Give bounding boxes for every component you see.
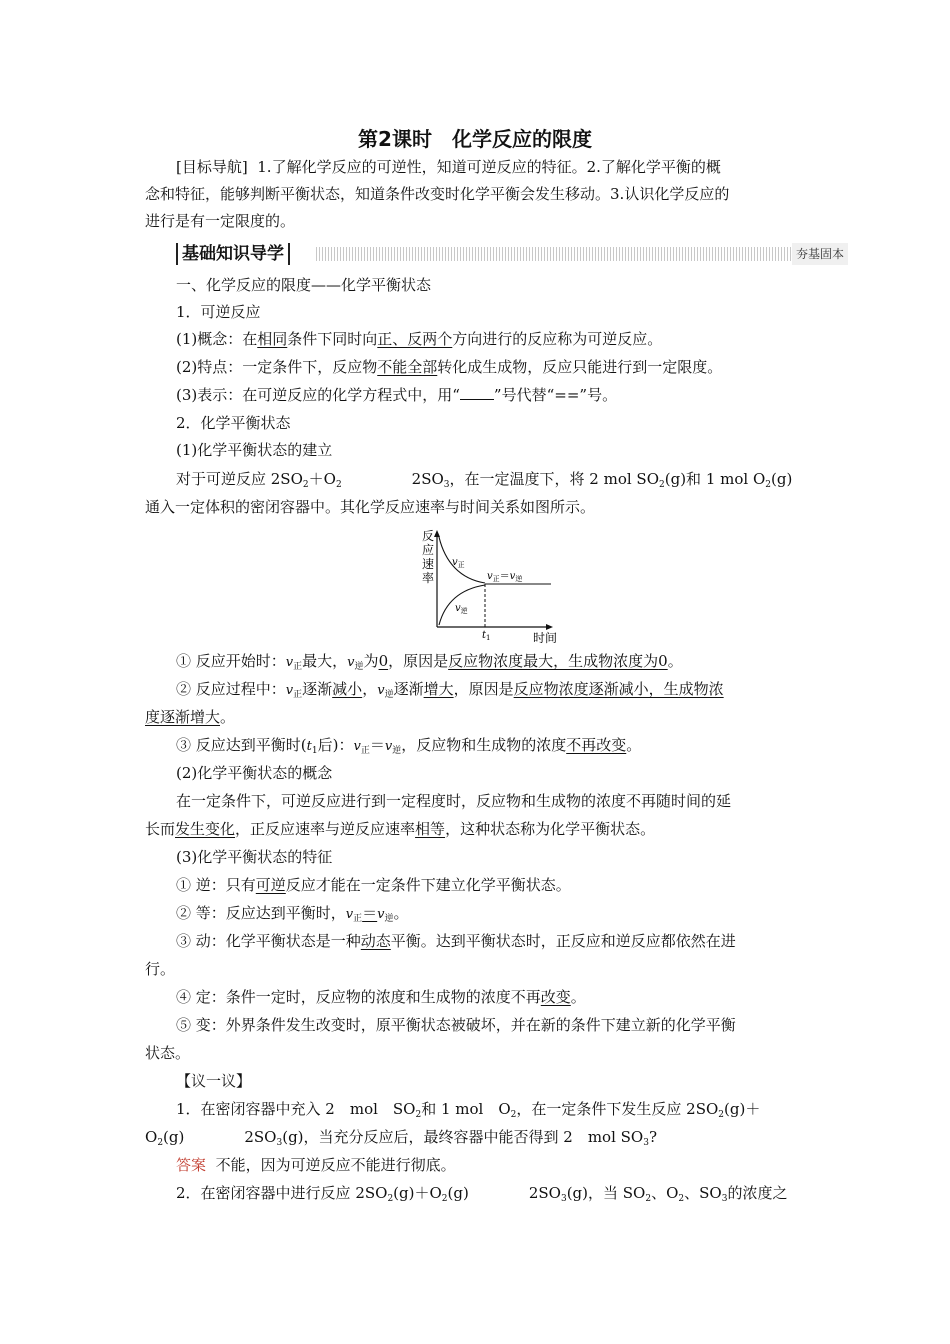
blank-answer: 相等 [415, 820, 446, 838]
text: 为 [363, 652, 379, 670]
text: O [145, 1128, 158, 1146]
text: 逐渐 [393, 680, 424, 698]
text: 反应才能在一定条件下建立化学平衡状态。 [285, 876, 571, 894]
text: 。 [667, 652, 683, 670]
feature-2 [176, 903, 841, 929]
subscript: 2 [415, 1110, 422, 1120]
text: (g)＋O [393, 1184, 442, 1202]
v-symbol: v [377, 907, 385, 922]
text: 和 1 mol O [421, 1100, 511, 1118]
text: ， [362, 680, 378, 698]
subscript: 3 [276, 1138, 283, 1148]
subscript: 3 [721, 1194, 728, 1204]
text: 。 [220, 708, 236, 726]
subscript: 2 [510, 1110, 517, 1120]
text: 。 [626, 736, 642, 754]
question-1-cont [145, 1127, 810, 1153]
concept-line [176, 329, 841, 349]
ylabel-char-3: 速 [422, 557, 435, 571]
build-heading: (1)化学平衡状态的建立 [176, 441, 333, 459]
discuss-heading: 【议一议】 [176, 1072, 252, 1090]
blank-answer: 增大 [423, 680, 454, 698]
feature-1 [176, 875, 841, 895]
reaction-line [176, 469, 841, 495]
text: ，原因是 [388, 652, 449, 670]
text: 方向进行的反应称为可逆反应。 [452, 330, 663, 348]
text: ② 反应过程中： [176, 680, 286, 698]
subscript: 2 [645, 1194, 652, 1204]
subscript: 2 [302, 480, 309, 490]
blank-answer: 可逆 [255, 876, 286, 894]
concept2-heading: (2)化学平衡状态的概念 [176, 764, 333, 782]
goal-line-1 [176, 157, 841, 177]
text: 2SO [244, 1128, 277, 1146]
subscript: 2 [441, 1194, 448, 1204]
v-symbol: v [384, 739, 393, 754]
y-axis-arrow [434, 530, 440, 537]
blank-answer: 减小 [332, 680, 363, 698]
point-1 [176, 651, 841, 677]
feature-3-cont: 行。 [145, 960, 176, 978]
subscript: 逆 [384, 914, 394, 924]
subscript: 逆 [392, 746, 402, 756]
section-heading: 一、化学反应的限度——化学平衡状态 [176, 276, 432, 294]
v-symbol: v [347, 655, 355, 670]
label-v-forward: $v_正$ [452, 557, 465, 569]
series-v-reverse [439, 585, 485, 625]
blank-answer: 反应物浓度最大，生成物浓度为 [448, 652, 659, 670]
reversible-arrow-blank [460, 387, 494, 400]
subscript: 正 [293, 690, 303, 700]
feature-line [176, 357, 841, 377]
answer-1 [176, 1155, 841, 1175]
text: ④ 定：条件一定时，反应物的浓度和生成物的浓度不再 [176, 988, 541, 1006]
answer-label: 答案 [176, 1156, 207, 1174]
v-symbol: v [353, 739, 361, 754]
text: 2．在密闭容器中进行反应 2SO [176, 1184, 388, 1202]
text: 平衡。达到平衡状态时，正反应和逆反应都依然在进 [390, 932, 736, 950]
blank-answer: 不能全部 [377, 358, 438, 376]
answer-text: 不能，因为可逆反应不能进行彻底。 [215, 1156, 456, 1174]
subscript: 3 [560, 1194, 567, 1204]
v-symbol: v [285, 683, 294, 698]
text: ，原因是 [453, 680, 514, 698]
text: (g) [163, 1128, 185, 1146]
text: 对于可逆反应 2SO [176, 470, 303, 488]
subscript: 2 [765, 480, 771, 490]
reaction-line-2: 通入一定体积的密闭容器中。其化学反应速率与时间关系如图所示。 [145, 498, 596, 516]
blank-answer: 0 [378, 652, 389, 670]
text: 。 [393, 904, 409, 922]
label-v-reverse: $v_逆$ [455, 603, 468, 615]
text: ① 反应开始时： [176, 652, 286, 670]
feature-4 [176, 987, 841, 1007]
text: (g)和 1 mol O [664, 470, 766, 488]
text: 1．在密闭容器中充入 2 mol SO [176, 1100, 416, 1118]
page-title: 第2课时 化学反应的限度 [358, 127, 592, 151]
text: ③ 反应达到平衡时( [176, 736, 307, 754]
subscript: 3 [443, 480, 450, 490]
label-equal: $v_正=v_逆$ [487, 571, 523, 583]
text: (g) [447, 1184, 469, 1202]
ylabel-char-2: 应 [422, 543, 435, 557]
subscript: 2 [678, 1194, 685, 1204]
blank-answer: 发生变化 [175, 820, 236, 838]
t-symbol: t [306, 739, 312, 754]
blank-answer: 反应物浓度逐渐减小，生成物浓 [513, 680, 724, 698]
text: ① 逆：只有 [176, 876, 256, 894]
blank-answer: 0 [658, 652, 668, 670]
expression-line [176, 385, 841, 405]
subscript: 正 [293, 662, 303, 672]
section-banner [176, 243, 848, 265]
text: 的浓度之 [727, 1184, 788, 1202]
text: (g)，当 SO [566, 1184, 646, 1202]
feature-5-cont: 状态。 [145, 1044, 191, 1062]
concept2-line-2 [145, 819, 810, 839]
subscript: 2 [157, 1138, 164, 1148]
v-symbol: v [377, 683, 385, 698]
v-symbol: v [345, 907, 354, 922]
subscript: 2 [387, 1194, 394, 1204]
blank-answer: 度逐渐增大 [145, 708, 221, 726]
text: (3)表示：在可逆反应的化学方程式中，用“ [176, 386, 460, 404]
label-t1: $t_1$ [482, 630, 491, 642]
text: (2)特点：一定条件下，反应物 [176, 358, 378, 376]
text: 长而 [145, 820, 176, 838]
ylabel-char-1: 反 [422, 529, 435, 543]
subscript: 正 [353, 914, 363, 924]
subscript: 逆 [354, 662, 364, 672]
xlabel: 时间 [533, 631, 558, 645]
text: 逐渐 [302, 680, 333, 698]
point-2 [176, 679, 841, 705]
text: (g)，当充分反应后，最终容器中能否得到 2 mol SO [282, 1128, 644, 1146]
text: 。 [570, 988, 586, 1006]
text: 2SO [411, 470, 444, 488]
banner-title: 基础知识导学 [176, 243, 290, 265]
blank-answer: 正、反两个 [377, 330, 453, 348]
point-3 [176, 735, 841, 761]
text: ＋O [308, 470, 336, 488]
text: ? [648, 1128, 658, 1146]
feature-5: ⑤ 变：外界条件发生改变时，原平衡状态被破坏，并在新的条件下建立新的化学平衡 [176, 1016, 736, 1034]
series-v-forward [439, 537, 485, 583]
text: 条件下同时向 [287, 330, 378, 348]
goal-text-3: 进行是有一定限度的。 [145, 212, 296, 230]
text: ③ 动：化学平衡状态是一种 [176, 932, 361, 950]
blank-answer: ＝ [362, 904, 378, 922]
text: ，在一定条件下发生反应 2SO [516, 1100, 719, 1118]
concept2-line-1: 在一定条件下，可逆反应进行到一定程度时，反应物和生成物的浓度不再随时间的延 [176, 792, 732, 810]
text: (g)＋ [724, 1100, 761, 1118]
subscript: 1 [311, 746, 318, 756]
v-symbol: v [285, 655, 294, 670]
text: (1)概念：在 [176, 330, 258, 348]
blank-answer: 改变 [540, 988, 571, 1006]
point-2-cont [145, 707, 810, 727]
text: ”号代替“==”号。 [493, 386, 618, 404]
sub-heading-reversible: 1．可逆反应 [176, 303, 261, 321]
equals: ＝ [369, 736, 385, 754]
goal-tag: [目标导航] [176, 158, 248, 176]
text: 、O [651, 1184, 679, 1202]
text: 转化成生成物，反应只能进行到一定限度。 [437, 358, 723, 376]
blank-answer: 不再改变 [566, 736, 627, 754]
text: (g) [771, 470, 793, 488]
text: ② 等：反应达到平衡时， [176, 904, 346, 922]
text: ，在一定温度下，将 2 mol SO [449, 470, 660, 488]
subscript: 2 [718, 1110, 725, 1120]
text: ，反应物和生成物的浓度 [401, 736, 567, 754]
subscript: 逆 [384, 690, 394, 700]
subscript: 正 [360, 746, 370, 756]
text: 2SO [528, 1184, 561, 1202]
goal-text-2: 念和特征，能够判断平衡状态，知道条件改变时化学平衡会发生移动。3.认识化学反应的 [145, 185, 730, 203]
banner-stripe [316, 247, 848, 261]
sub-heading-equilibrium: 2．化学平衡状态 [176, 414, 291, 432]
blank-answer: 相同 [257, 330, 288, 348]
subscript: 2 [659, 480, 665, 490]
features-heading: (3)化学平衡状态的特征 [176, 848, 333, 866]
ylabel-char-4: 率 [422, 571, 435, 585]
question-2 [176, 1183, 841, 1209]
text: 后)： [317, 736, 354, 754]
feature-3 [176, 931, 841, 951]
text: 最大， [302, 652, 348, 670]
text: ，这种状态称为化学平衡状态。 [445, 820, 656, 838]
banner-tag: 夯基固本 [792, 243, 848, 265]
goal-line-3 [145, 211, 810, 231]
goal-line-2 [145, 184, 810, 204]
subscript: 2 [335, 480, 342, 490]
text: ，正反应速率与逆反应速率 [235, 820, 416, 838]
x-axis-arrow [546, 624, 553, 630]
blank-answer: 动态 [360, 932, 391, 950]
text: 、SO [684, 1184, 722, 1202]
question-1 [176, 1099, 841, 1125]
rate-time-chart [405, 527, 575, 647]
goal-text-1: 1.了解化学反应的可逆性，知道可逆反应的特征。2.了解化学平衡的概 [257, 158, 721, 176]
subscript: 3 [643, 1138, 649, 1148]
